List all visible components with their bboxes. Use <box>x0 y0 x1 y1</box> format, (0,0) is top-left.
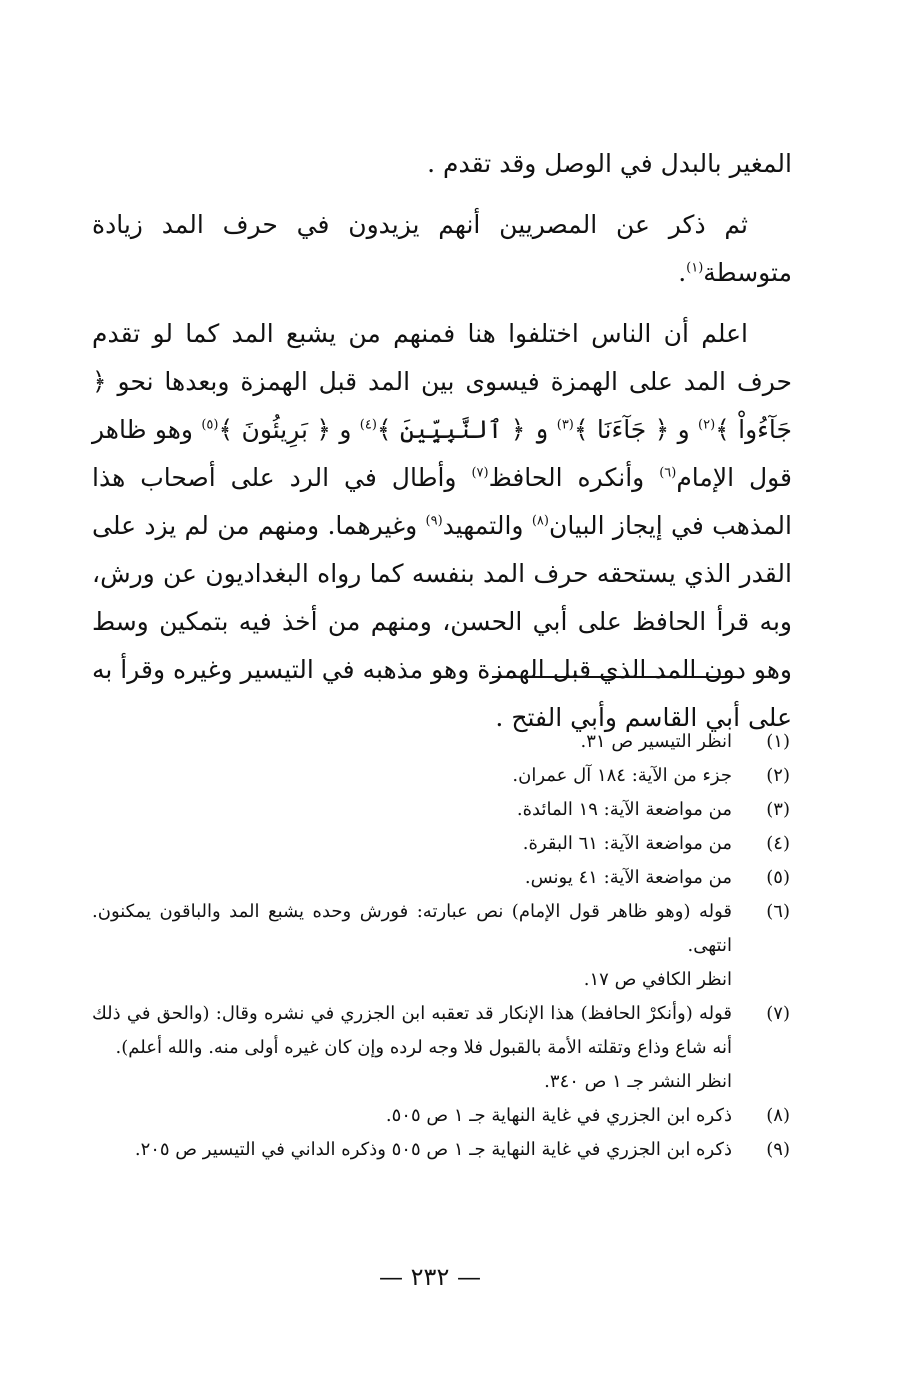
footnote-number: (٣) <box>766 799 790 820</box>
footnote-8 <box>92 1099 790 1133</box>
footnote-6 <box>92 895 790 997</box>
footnote-ref-9: (٩) <box>425 513 443 529</box>
footnote-number: (٩) <box>766 1139 790 1160</box>
paragraph-3-text-b: و ﴿ جَآءَنَا ﴾ <box>573 415 699 444</box>
footnote-ref-1: (١) <box>686 260 704 276</box>
footnote-2 <box>92 759 790 793</box>
paragraph-3-text-f: وأنكره الحافظ <box>488 463 660 492</box>
footnote-4 <box>92 827 790 861</box>
footnote-number: (٤) <box>766 833 790 854</box>
footnote-text: جزء من الآية: ١٨٤ آل عمران. <box>512 765 732 786</box>
footnote-text: من مواضعة الآية: ١٩ المائدة. <box>516 799 732 820</box>
footnote-separator <box>492 676 742 678</box>
page-number: — ٢٣٢ — <box>379 1263 481 1291</box>
footnote-text: قوله (وأنكرْ الحافظ) هذا الإنكار قد تعقبه ابن الجزري في نشره وقال: (والحق في ذلك أنه شاع وذاع وتقلته الأمة بالقبول فلا وجه لرده وإن كان غيره أولى منه. والله أعلم). <box>92 1003 732 1058</box>
paragraph-3-text-d: و ﴿ بَرِيئُونَ ﴾ <box>218 415 360 444</box>
footnote-body <box>92 793 732 827</box>
footnote-body <box>92 861 732 895</box>
footnote-text: من مواضعة الآية: ٤١ يونس. <box>524 867 732 888</box>
footnote-number: (٦) <box>766 901 790 922</box>
footnote-5 <box>92 861 790 895</box>
footnote-number: (٨) <box>766 1105 790 1126</box>
footnote-ref-4: (٤) <box>359 417 377 433</box>
paragraph-1-text: المغير بالبدل في الوصل وقد تقدم . <box>427 149 792 178</box>
footnote-body <box>92 1133 732 1167</box>
footnote-text: انظر التيسير ص ٣١. <box>580 731 732 752</box>
footnote-text: من مواضعة الآية: ٦١ البقرة. <box>522 833 732 854</box>
footnote-ref-3: (٣) <box>556 417 574 433</box>
footnote-number: (١) <box>766 731 790 752</box>
paragraph-3-text-a: اعلم أن الناس اختلفوا هنا فمنهم من يشبع المد كما لو تقدم حرف المد على الهمزة فيسوى بين المد قبل الهمزة وبعدها نحو ﴿ جَآءُواْ ﴾ <box>92 319 792 444</box>
footnote-ref-8: (٨) <box>531 513 549 529</box>
footnote-text: قوله (وهو ظاهر قول الإمام) نص عبارته: فورش وحده يشبع المد والباقون يمكنون. انتهى. <box>92 901 732 956</box>
footnote-text: ذكره ابن الجزري في غاية النهاية جـ ١ ص ٥٠٥. <box>385 1105 732 1126</box>
footnote-body <box>92 1099 732 1133</box>
footnote-number: (٢) <box>766 765 790 786</box>
footnote-body <box>92 895 732 997</box>
footnote-3 <box>92 793 790 827</box>
footnote-7 <box>92 997 790 1099</box>
footnote-ref-2: (٢) <box>698 417 716 433</box>
footnote-reference-line: انظر الكافي ص ١٧. <box>583 969 732 990</box>
footnote-body <box>92 759 732 793</box>
footnote-ref-5: (٥) <box>201 417 219 433</box>
footnote-ref-6: (٦) <box>659 465 677 481</box>
paragraph-3-text-c: و ﴿ ٱلنَّبِيِّينَ ﴾ <box>376 415 557 444</box>
paragraph-2 <box>92 201 792 297</box>
paragraph-2-text: ثم ذكر عن المصريين أنهم يزيدون في حرف المد زيادة متوسطة <box>92 210 792 287</box>
paragraph-3-text-i: وغيرهما. ومنهم من لم يزد على القدر الذي يستحقه حرف المد بنفسه كما رواه البغداديون عن ورش، وبه قرأ الحافظ على أبي الحسن، ومنهم من أخذ فيه بتمكين وسط وهو دون المد الذي قبل الهمزة وهو مذهبه في التيسير وغيره وقرأ به على أبي القاسم وأبي الفتح . <box>92 511 792 732</box>
footnotes <box>92 725 790 1167</box>
paragraph-2-end: . <box>678 258 687 287</box>
footnote-1 <box>92 725 790 759</box>
footnote-9 <box>92 1133 790 1167</box>
footnote-text: ذكره ابن الجزري في غاية النهاية جـ ١ ص ٥٠٥ وذكره الداني في التيسير ص ٢٠٥. <box>134 1139 732 1160</box>
footnote-body <box>92 827 732 861</box>
footnote-body <box>92 725 732 759</box>
footnote-number: (٥) <box>766 867 790 888</box>
paragraph-3-text-h: والتمهيد <box>442 511 532 540</box>
footnote-reference-line: انظر النشر جـ ١ ص ٣٤٠. <box>544 1071 732 1092</box>
paragraph-1 <box>92 140 792 188</box>
footnote-body <box>92 997 732 1099</box>
footnote-ref-7: (٧) <box>471 465 489 481</box>
main-text <box>92 140 792 742</box>
paragraph-3-text-e: وهو ظاهر قول الإمام <box>92 415 793 492</box>
paragraph-3-text-g: وأطال في الرد على أصحاب هذا المذهب في إيجاز البيان <box>92 463 792 540</box>
footnote-number: (٧) <box>766 1003 790 1024</box>
